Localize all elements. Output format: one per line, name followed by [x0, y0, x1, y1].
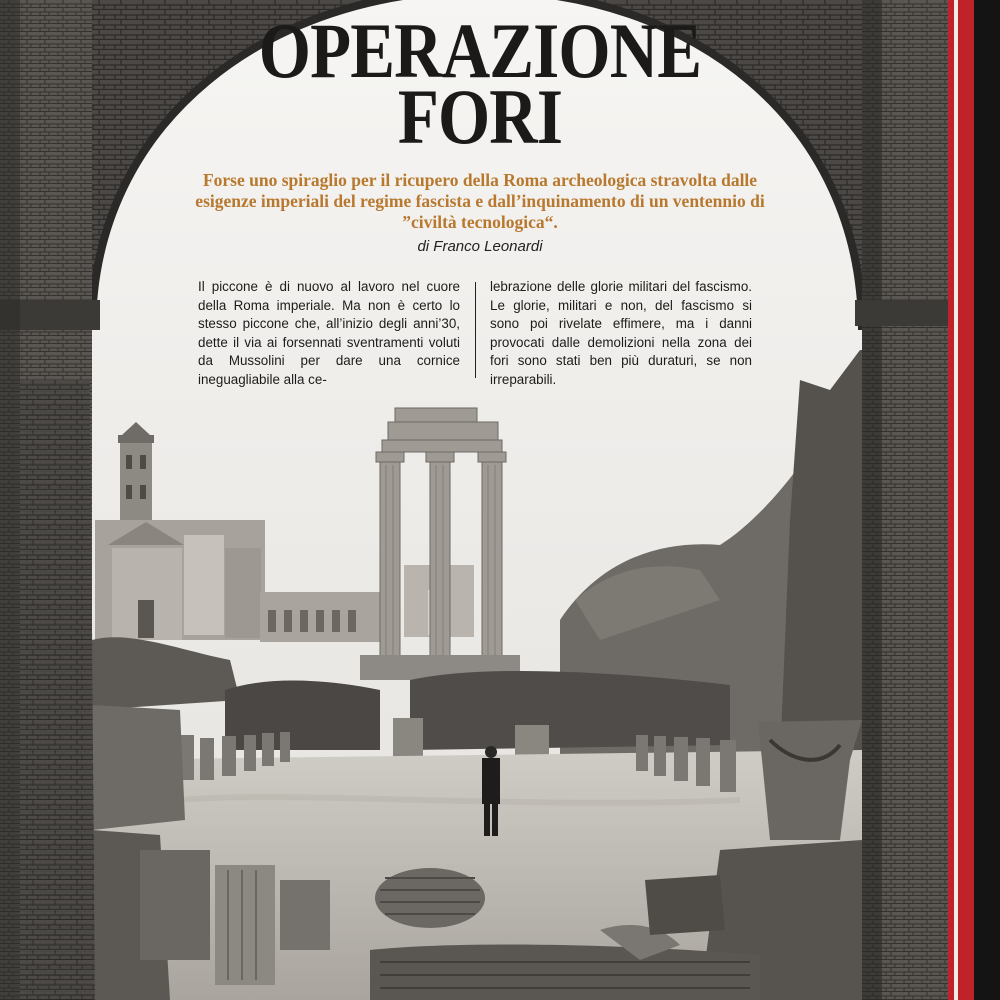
- title-line-1: OPERAZIONE: [258, 7, 702, 94]
- article-subtitle: Forse uno spiraglio per il ricupero della Roma archeologica stravolta dalle esigenze imperiali del regime fascista e dall’inquinamento di un ventennio di ”civiltà tecnologica“.: [195, 170, 765, 232]
- article-title: [180, 7, 780, 160]
- body-column-right: lebrazione delle glorie militari del fascismo. Le glorie, militari e non, del fascismo si sono poi rivelate effimere, ma i danni provocati dalle demolizioni nella zona dei fori sono stati ben più duraturi, se non irreparabili.: [490, 279, 752, 387]
- title-line-2: FORI: [397, 73, 563, 160]
- article-byline: di Franco Leonardi: [417, 238, 543, 255]
- page-edge-dark-border: [974, 0, 1000, 1000]
- body-column-left: Il piccone è di nuovo al lavoro nel cuore della Roma imperiale. Ma non è certo lo stesso piccone che, all’inizio degli anni’30, dette il via ai forsennati sventramenti voluti da Mussolini per dare una cornice ineguagliabile alla ce-: [198, 279, 460, 387]
- page-edge-red-stripe: [948, 0, 974, 1000]
- column-divider: [475, 282, 476, 378]
